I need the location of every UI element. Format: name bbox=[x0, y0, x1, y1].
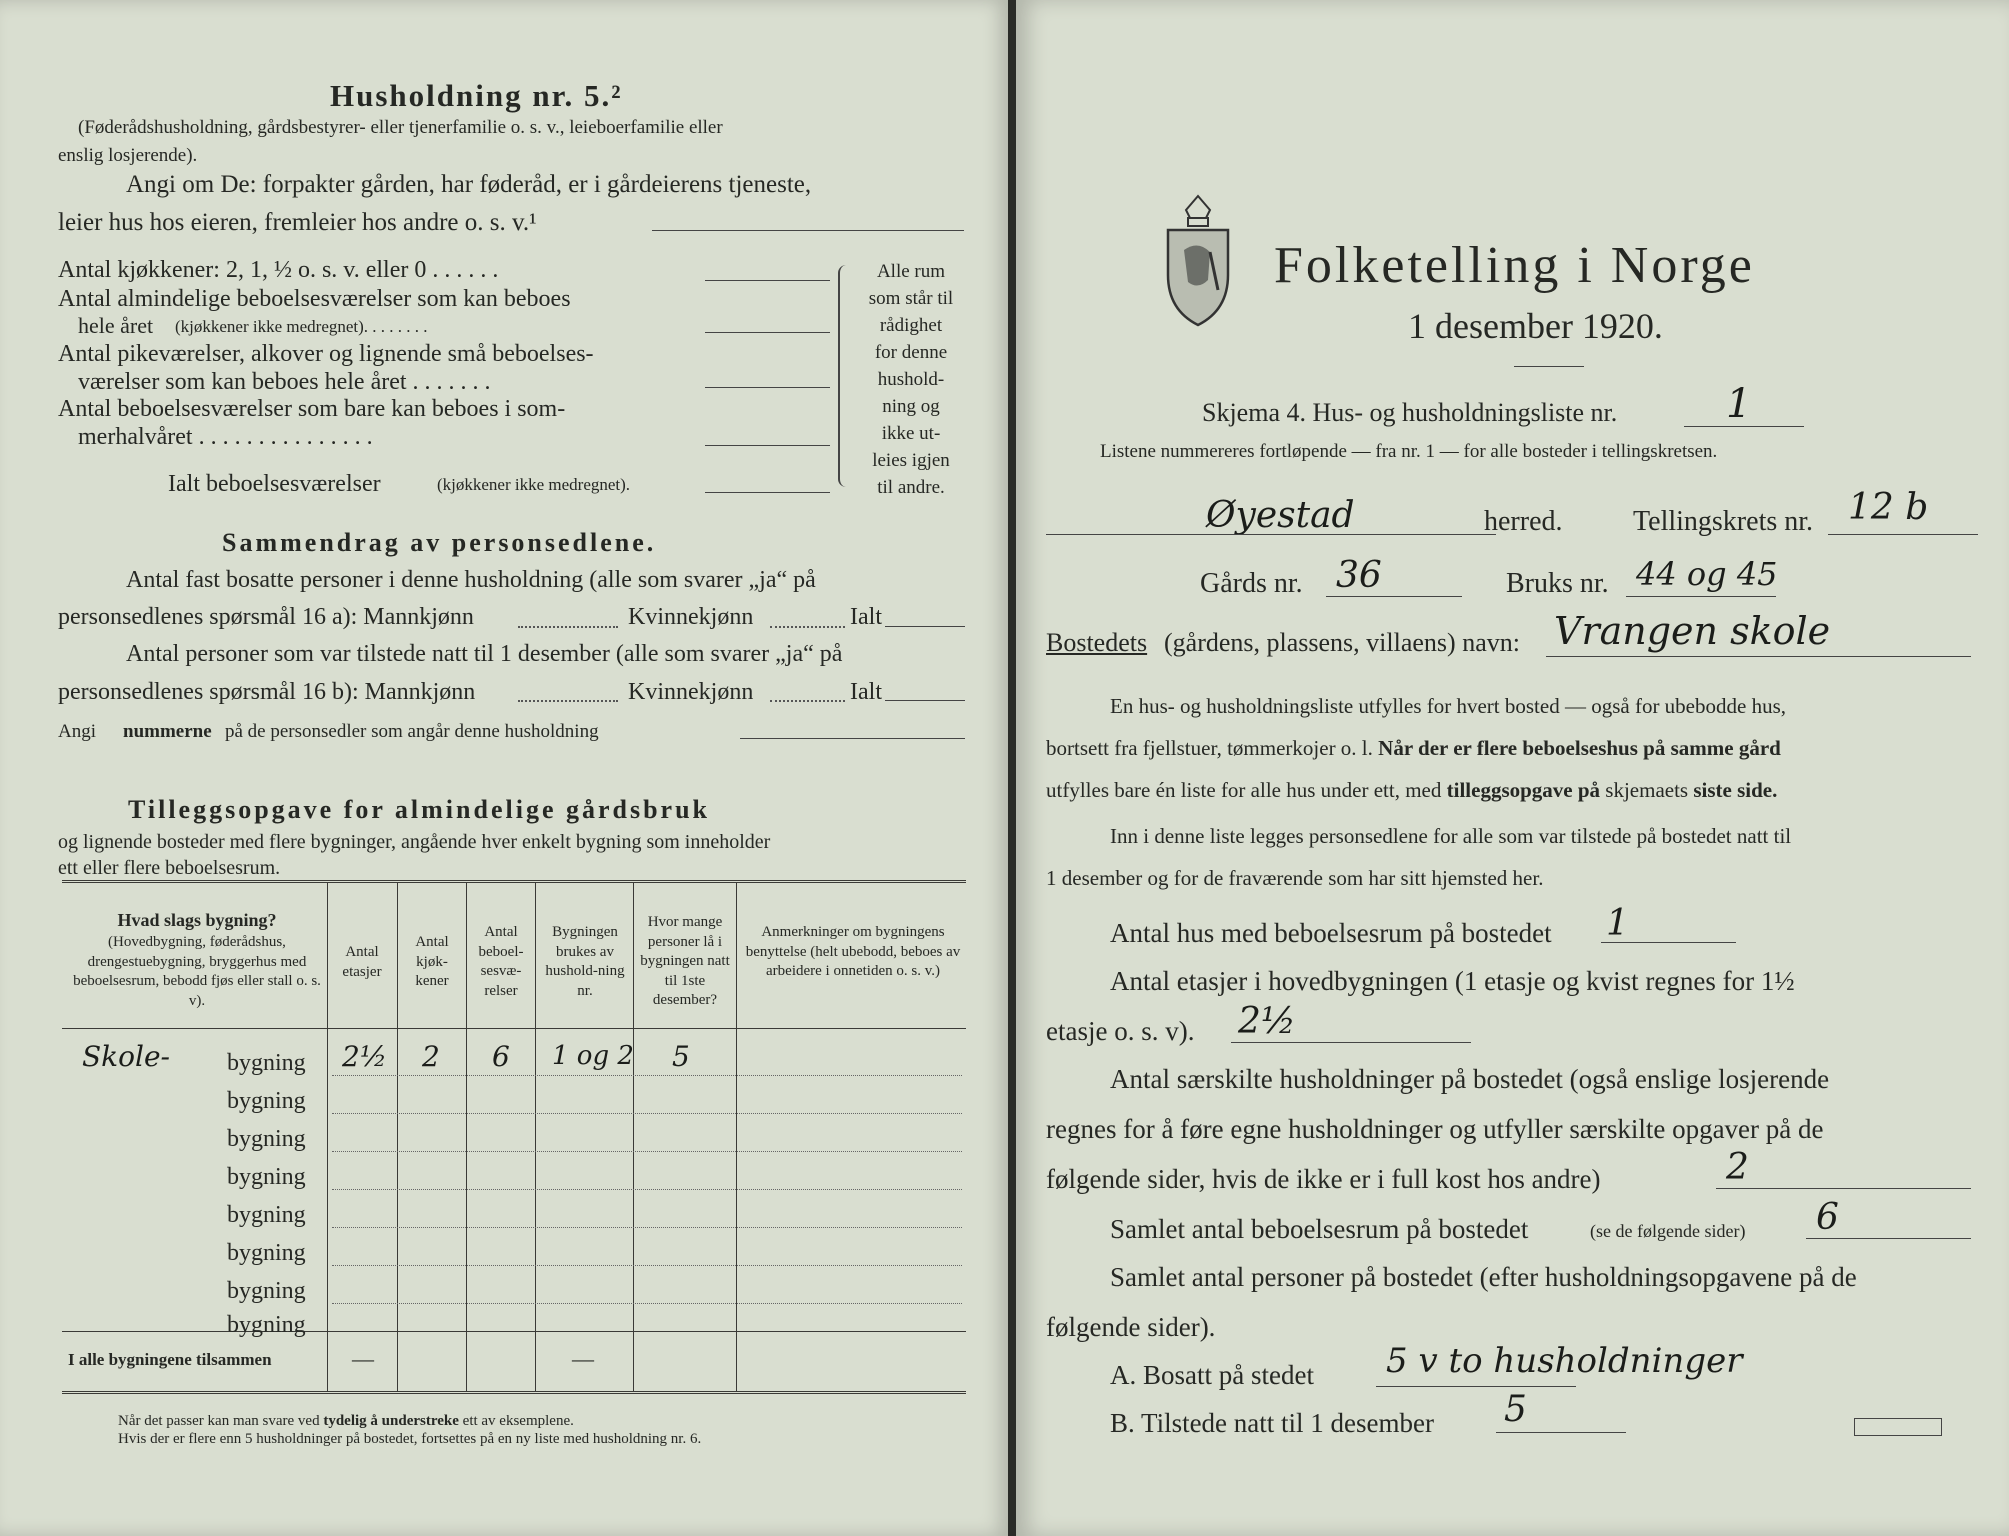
rooms-summer-2: merhalvåret . . . . . . . . . . . . . . . bbox=[78, 424, 373, 450]
list-number: 1 bbox=[1726, 381, 1752, 427]
rooms-kitchens: Antal kjøkkener: 2, 1, ½ o. s. v. eller 0 . . . . . . bbox=[58, 257, 499, 283]
a-value: 5 v to husholdninger bbox=[1386, 1341, 1743, 1381]
para1-line2: bortsett fra fjellstuer, tømmerkojer o. l. Når der er flere beboelseshus på samme gård bbox=[1046, 736, 1781, 760]
rooms-small: Antal pikeværelser, alkover og lignende små beboelses- bbox=[58, 341, 594, 367]
bosted-label: Bostedets bbox=[1046, 628, 1148, 657]
schema-label: Skjema 4. Hus- og husholdningsliste nr. bbox=[1202, 398, 1618, 427]
right-page bbox=[1016, 0, 2009, 1536]
q-households-1: Antal særskilte husholdninger på bostedet (også enslige losjerende bbox=[1110, 1064, 1830, 1094]
header-kitchens: Antal kjøk-kener bbox=[415, 934, 449, 989]
rooms-ordinary-3: (kjøkkener ikke medregnet). . . . . . . . bbox=[175, 317, 428, 336]
b-value: 5 bbox=[1504, 1389, 1527, 1430]
footnote-2: Hvis der er flere enn 5 husholdninger på bostedet, fortsettes på en ny liste med husholdning nr. 6. bbox=[118, 1431, 702, 1447]
header-building-type: Hvad slags bygning? bbox=[117, 910, 277, 930]
row-1-kitchens: 2 bbox=[422, 1040, 440, 1073]
gards-value: 36 bbox=[1336, 555, 1382, 596]
q-rooms-value: 6 bbox=[1816, 1197, 1839, 1238]
summary-female-2: Kvinnekjønn bbox=[628, 679, 754, 705]
supplement-title: Tilleggsopgave for almindelige gårdsbruk bbox=[128, 795, 711, 824]
row-3-label: bygning bbox=[227, 1126, 306, 1152]
bosted-value: Vrangen skole bbox=[1554, 609, 1831, 653]
para1-line1: En hus- og husholdningsliste utfylles for hvert bosted — også for ubebodde hus, bbox=[1110, 694, 1786, 718]
summary-angi: Angi bbox=[58, 721, 96, 742]
header-persons: Hvor mange personer lå i bygningen natt til 1ste desember? bbox=[640, 914, 730, 1008]
main-title: Folketelling i Norge bbox=[1274, 237, 1755, 294]
row-1-household: 1 og 2 bbox=[552, 1041, 634, 1071]
household-subtitle: (Føderådshusholdning, gårdsbestyrer- eller tjenerfamilie o. s. v., leieboerfamilie eller bbox=[78, 117, 723, 138]
rooms-summer: Antal beboelsesværelser som bare kan beboes i som- bbox=[58, 396, 566, 422]
header-remarks: Anmerkninger om bygningens benyttelse (helt ubebodd, beboes av arbeidere i onnetiden o. s. v.) bbox=[745, 924, 961, 979]
row-1-persons: 5 bbox=[672, 1040, 690, 1073]
total-floors-dash: — bbox=[352, 1346, 374, 1371]
household-subtitle-2: enslig losjerende). bbox=[58, 145, 198, 166]
summary-line-1: Antal fast bosatte personer i denne husholdning (alle som svarer „ja“ på bbox=[126, 567, 816, 593]
para2-line1: Inn i denne liste legges personsedlene for alle som var tilstede på bostedet natt til bbox=[1110, 824, 1792, 848]
summary-nummerne: nummerne bbox=[123, 721, 212, 742]
para2-line2: 1 desember og for de fraværende som har sitt hjemsted her. bbox=[1046, 866, 1544, 890]
bruks-label: Bruks nr. bbox=[1506, 568, 1609, 599]
herred-label: herred. bbox=[1484, 506, 1563, 537]
row-8-label: bygning bbox=[227, 1312, 306, 1338]
summary-total-2: Ialt bbox=[850, 679, 882, 705]
household-title: Husholdning nr. 5.² bbox=[330, 78, 623, 113]
row-4-label: bygning bbox=[227, 1164, 306, 1190]
building-table bbox=[62, 880, 966, 1394]
total-household-dash: — bbox=[572, 1346, 594, 1371]
a-label: A. Bosatt på stedet bbox=[1110, 1360, 1314, 1390]
q-persons-2: følgende sider). bbox=[1046, 1312, 1216, 1342]
summary-line-3: Antal personer som var tilstede natt til 1 desember (alle som svarer „ja“ på bbox=[126, 641, 843, 667]
q-houses-value: 1 bbox=[1606, 903, 1629, 944]
row-1-type: Skole- bbox=[82, 1040, 170, 1073]
summary-line-4: personsedlenes spørsmål 16 b): Mannkjønn bbox=[58, 679, 476, 705]
b-label: B. Tilstede natt til 1 desember bbox=[1110, 1408, 1434, 1438]
total-label: I alle bygningene tilsammen bbox=[68, 1350, 272, 1369]
row-2-label: bygning bbox=[227, 1088, 306, 1114]
bosted-label-2: (gårdens, plassens, villaens) navn: bbox=[1164, 628, 1520, 657]
row-1-floors: 2½ bbox=[342, 1040, 387, 1073]
rooms-total: Ialt beboelsesværelser bbox=[168, 471, 381, 497]
q-floors: Antal etasjer i hovedbygningen (1 etasje og kvist regnes for 1½ bbox=[1110, 966, 1795, 996]
q-floors-2: etasje o. s. v). bbox=[1046, 1016, 1195, 1046]
q-households-value: 2 bbox=[1726, 1147, 1749, 1188]
q-rooms-note: (se de følgende sider) bbox=[1590, 1221, 1746, 1241]
summary-female-1: Kvinnekjønn bbox=[628, 604, 754, 630]
header-household: Bygningen brukes av hushold-ning nr. bbox=[545, 924, 625, 999]
tellingskrets-label: Tellingskrets nr. bbox=[1633, 506, 1814, 537]
summary-line-2: personsedlenes spørsmål 16 a): Mannkjønn bbox=[58, 604, 474, 630]
rooms-small-2: værelser som kan beboes hele året . . . . . . . bbox=[78, 369, 491, 395]
q-persons-1: Samlet antal personer på bostedet (efter husholdningsopgavene på de bbox=[1110, 1262, 1857, 1292]
rooms-ordinary: Antal almindelige beboelsesværelser som kan beboes bbox=[58, 286, 571, 312]
supplement-text-1: og lignende bosteder med flere bygninger, angående hver enkelt bygning som inneholder bbox=[58, 831, 771, 853]
header-building-type-note: (Hovedbygning, føderådshus, drengestuebygning, bryggerhus med beboelsesrum, bebodd fjøs eller stall o. s. v). bbox=[73, 934, 321, 1009]
header-floors: Antal etasjer bbox=[342, 944, 382, 980]
herred-value: Øyestad bbox=[1206, 495, 1355, 536]
q-households-2: regnes for å føre egne husholdninger og utfyller særskilte opgaver på de bbox=[1046, 1114, 1824, 1144]
row-7-label: bygning bbox=[227, 1278, 306, 1304]
summary-total-1: Ialt bbox=[850, 604, 882, 630]
rooms-total-note: (kjøkkener ikke medregnet). bbox=[437, 475, 631, 494]
bruks-value: 44 og 45 bbox=[1636, 555, 1778, 593]
summary-title: Sammendrag av personsedlene. bbox=[222, 528, 657, 557]
gards-label: Gårds nr. bbox=[1200, 568, 1303, 599]
ask-line-2: leier hus hos eieren, fremleier hos andre o. s. v.¹ bbox=[58, 209, 537, 236]
header-rooms: Antal beboel-sesvæ-relser bbox=[478, 924, 524, 999]
q-houses: Antal hus med beboelsesrum på bostedet bbox=[1110, 918, 1552, 948]
footnote-1: Når det passer kan man svare ved tydelig å understreke ett av eksemplene. bbox=[118, 1413, 574, 1429]
census-date: 1 desember 1920. bbox=[1408, 306, 1663, 346]
ask-line-1: Angi om De: forpakter gården, har føderåd, er i gårdeierens tjeneste, bbox=[126, 171, 812, 198]
q-households-3: følgende sider, hvis de ikke er i full kost hos andre) bbox=[1046, 1164, 1601, 1194]
row-1-label: bygning bbox=[227, 1050, 306, 1076]
norway-crest-icon bbox=[1158, 190, 1238, 330]
q-floors-value: 2½ bbox=[1238, 1001, 1296, 1042]
brace-note: Alle rum som står til rådighet for denne hushold- ning og ikke ut- leies igjen til andre. bbox=[868, 261, 954, 498]
tellingskrets-value: 12 b bbox=[1848, 487, 1929, 528]
rooms-ordinary-2: hele året bbox=[78, 313, 154, 338]
para1-line3: utfylles bare én liste for alle hus under ett, med tilleggsopgave på skjemaets siste side. bbox=[1046, 778, 1778, 802]
supplement-text-2: ett eller flere beboelsesrum. bbox=[58, 857, 281, 879]
printer-stamp bbox=[1854, 1418, 1942, 1436]
q-rooms: Samlet antal beboelsesrum på bostedet bbox=[1110, 1214, 1529, 1244]
row-5-label: bygning bbox=[227, 1202, 306, 1228]
summary-angi-rest: på de personsedler som angår denne husholdning bbox=[225, 721, 599, 742]
row-6-label: bygning bbox=[227, 1240, 306, 1266]
row-1-rooms: 6 bbox=[492, 1040, 510, 1073]
numbering-note: Listene nummereres fortløpende — fra nr. 1 — for alle bosteder i tellingskretsen. bbox=[1100, 441, 1718, 462]
